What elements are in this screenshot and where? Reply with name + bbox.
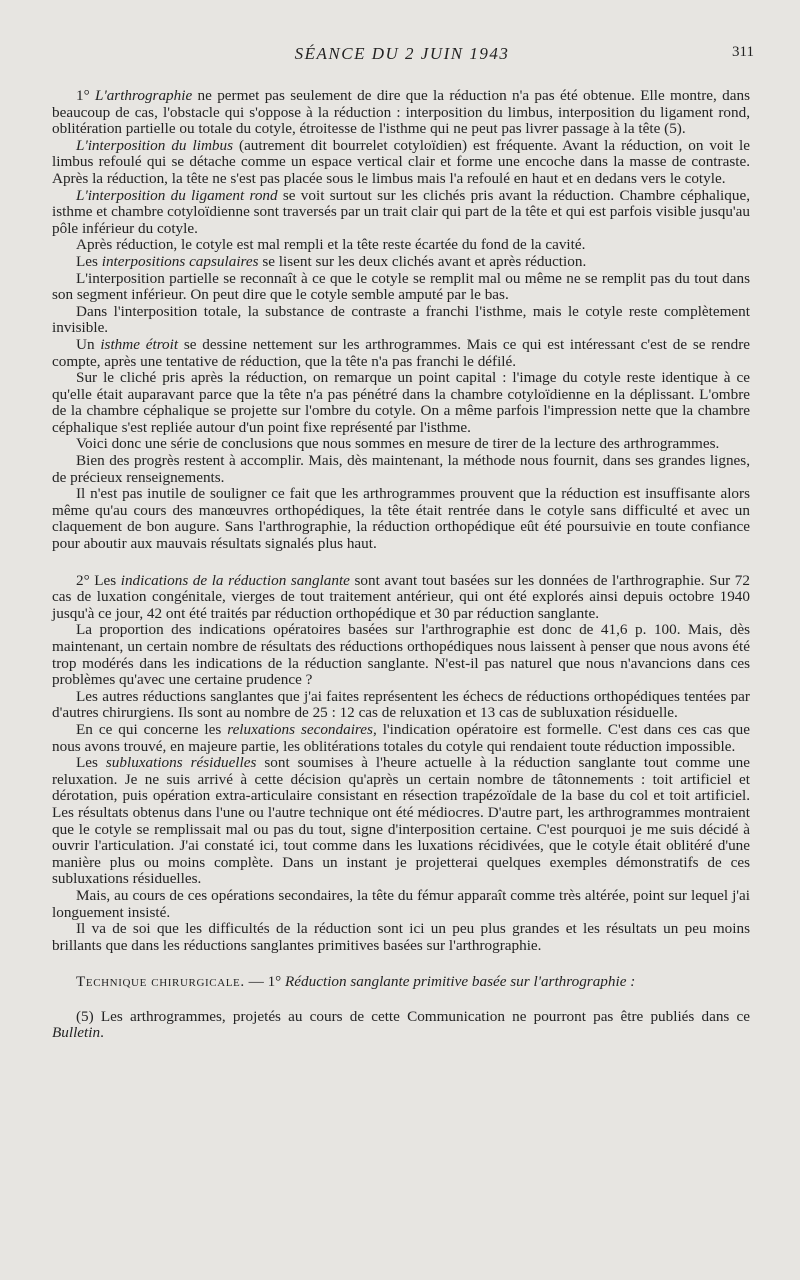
emphasis-text: reluxations secondaires	[227, 720, 373, 738]
text-run: se lisent sur les deux clichés avant et après réduction.	[258, 252, 587, 270]
text-run: 2° Les	[76, 571, 121, 589]
emphasis-text: L'arthrographie	[95, 87, 193, 104]
text-run: se voit surtout sur les clichés pris avant la réduction. Chambre céphalique, isthme et chambre cotyloïdienne sont traversés par un trait clair qui part de la tête et qui est parfois visible jusqu'au pôle inférieur du cotyle.	[52, 186, 750, 237]
emphasis-text: L'interposition du limbus	[76, 136, 234, 154]
emphasis-text: interpositions capsulaires	[101, 252, 259, 270]
paragraph	[52, 138, 750, 188]
paragraph	[52, 453, 750, 486]
paragraph	[52, 689, 750, 722]
text-run: (autrement dit bourrelet cotyloïdien) est fréquente. Avant la réduction, on voit le limbus refoulé qui se détache comme un espace vertical clair et forme une encoche dans la masse de contraste. Après la réduction, la tête ne s'est pas placée sous le limbus mais l'a refoulé en haut et en dedans vers le cotyle.	[52, 136, 751, 187]
section-gap	[52, 954, 750, 974]
text-run: Bien des progrès restent à accomplir. Mais, dès maintenant, la méthode nous fournit, dans ses grandes lignes, de précieux renseignements.	[52, 452, 750, 486]
section-gap	[52, 991, 750, 1009]
paragraph	[52, 974, 750, 991]
emphasis-text: L'interposition du ligament rond	[76, 186, 278, 204]
emphasis-text: indications de la réduction sanglante	[120, 571, 350, 589]
paragraph	[52, 436, 750, 453]
paragraph	[52, 888, 750, 921]
text-run: sont soumises à l'heure actuelle à la réduction sanglante tout comme une reluxation. Je ne suis arrivé à cette décision qu'après un certain nombre de tâtonnements : toit artificiel et dérotation, puis opération extra-articulaire consistant en résection trapézoïdale de la base du col et toit artificiel. Les résultats obtenus dans l'une ou l'autre technique ont été médiocres. D'autre part, les arthrogrammes montraient que le cotyle se remplissait mal ou pas du tout, signe d'interposition certaine. C'est pourquoi je me suis décidé à ouvrir l'articulation. J'ai constaté ici, tout comme dans les luxations récidivées, que le cotyle était oblitéré d'une manière plus ou moins complète. Dans un instant je projetterai quelques exemples démonstratifs de ces subluxations résiduelles.	[52, 754, 750, 888]
section-gap	[52, 553, 750, 573]
paragraph	[52, 254, 750, 271]
emphasis-text: isthme étroit	[100, 335, 179, 353]
paragraph	[52, 337, 750, 370]
text-run: Voici donc une série de conclusions que nous sommes en mesure de tirer de la lecture des arthrogrammes.	[76, 435, 720, 453]
text-run: ne permet pas seulement de dire que la réduction n'a pas été obtenue. Elle montre, dans beaucoup de cas, l'obstacle qui s'oppose à la réduction : interposition du limbus, interposition du ligament rond, oblitération partielle ou totale du cotyle, étroitesse de l'isthme qui ne peut pas livrer passage à la tête (5).	[52, 87, 750, 138]
paragraph	[52, 921, 750, 954]
text-run: Sur le cliché pris après la réduction, on remarque un point capital : l'image du cotyle reste identique à ce qu'elle était auparavant parce que la tête n'a pas pénétré dans la chambre cotyloïdienne en la déplissant. L'ombre de la chambre céphalique se projette sur l'ombre du cotyle. On a même parfois l'impression nette que la chambre céphalique s'est repliée autour d'un point fixe représenté par l'isthme.	[52, 369, 750, 436]
text-run: se dessine nettement sur les arthrogrammes. Mais ce qui est intéressant c'est de se rendre compte, après une tentative de réduction, que la tête n'a pas franchi le défilé.	[52, 335, 751, 370]
paragraph	[52, 304, 750, 337]
emphasis-text: Bulletin	[52, 1024, 101, 1042]
page-number: 311	[732, 44, 754, 60]
text-run: Il n'est pas inutile de souligner ce fait que les arthrogrammes prouvent que la réduction est insuffisante alors même qu'au cours des manœuvres orthopédiques, la tête était rentrée dans le cotyle sans difficulté et avec un claquement de bon augure. Sans l'arthrographie, la réduction orthopédique eût été poursuivie en toute confiance pour aboutir aux mauvais résultats signalés plus haut.	[52, 485, 750, 553]
emphasis-text: subluxations résiduelles	[105, 754, 257, 772]
emphasis-text: Réduction sanglante primitive basée sur l'arthrographie :	[285, 973, 636, 991]
page-header	[52, 44, 752, 66]
text-run: Un	[76, 335, 101, 353]
paragraph	[52, 573, 750, 623]
text-run: Les autres réductions sanglantes que j'ai faites représentent les échecs de réductions orthopédiques tentées par d'autres chirurgiens. Ils sont au nombre de 25 : 12 cas de reluxation et 13 cas de subluxation résiduelle.	[52, 687, 750, 722]
text-run: L'interposition partielle se reconnaît à ce que le cotyle se remplit mal ou même ne se remplit pas du tout dans son segment inférieur. On peut dire que le cotyle semble amputé par le bas.	[52, 269, 750, 304]
text-run: Dans l'interposition totale, la substance de contraste a franchi l'isthme, mais le cotyle reste complètement invisible.	[52, 302, 750, 337]
paragraph	[52, 486, 750, 552]
text-run: .	[100, 1024, 104, 1042]
text-run: Il va de soi que les difficultés de la réduction sont ici un peu plus grandes et les résultats un peu moins brillants que dans les réductions sanglantes primitives basées sur l'arthrographie.	[52, 920, 750, 954]
text-run: (5) Les arthrogrammes, projetés au cours de cette Communication ne pourront pas être publiés dans ce	[76, 1007, 750, 1025]
section-heading: Technique chirurgicale.	[76, 973, 245, 991]
text-run: sont avant tout basées sur les données de l'arthrographie. Sur 72 cas de luxation congénitale, vierges de tout traitement antérieur, qui ont été explorés ainsi depuis octobre 1940 jusqu'à ce jour, 42 ont été traités par réduction orthopédique et 30 par réduction sanglante.	[52, 571, 750, 622]
text-run: Après réduction, le cotyle est mal rempli et la tête reste écartée du fond de la cavité.	[76, 236, 586, 254]
paragraph	[52, 622, 750, 688]
paragraph	[52, 722, 750, 755]
article-body	[52, 88, 750, 1042]
text-run: La proportion des indications opératoires basées sur l'arthrographie est donc de 41,6 p. 100. Mais, dès maintenant, un certain nombre de résultats des réductions orthopédiques nous laissent à penser que nous avons été trop modérés dans les indications de la réduction sanglante. N'est-il pas naturel que nous n'avancions dans ces problèmes qu'avec une certaine prudence ?	[52, 621, 750, 689]
text-run: Les	[76, 252, 102, 270]
paragraph	[52, 271, 750, 304]
paragraph	[52, 188, 750, 238]
footnote	[52, 1009, 750, 1042]
paragraph	[52, 237, 750, 254]
text-run: — 1°	[244, 973, 286, 991]
running-title: SÉANCE DU 2 JUIN 1943	[294, 44, 510, 63]
text-run: Mais, au cours de ces opérations secondaires, la tête du fémur apparaît comme très altérée, point sur lequel j'ai longuement insisté.	[52, 886, 750, 921]
paragraph	[52, 370, 750, 436]
text-run: En ce qui concerne les	[76, 720, 228, 738]
text-run: , l'indication opératoire est formelle. C'est dans ces cas que nous avons trouvé, en majeure partie, les oblitérations totales du cotyle qui rendaient toute réduction impossible.	[52, 720, 750, 755]
text-run: 1°	[76, 87, 95, 104]
paragraph	[52, 755, 750, 888]
text-run: Les	[76, 754, 106, 772]
paragraph	[52, 88, 750, 138]
